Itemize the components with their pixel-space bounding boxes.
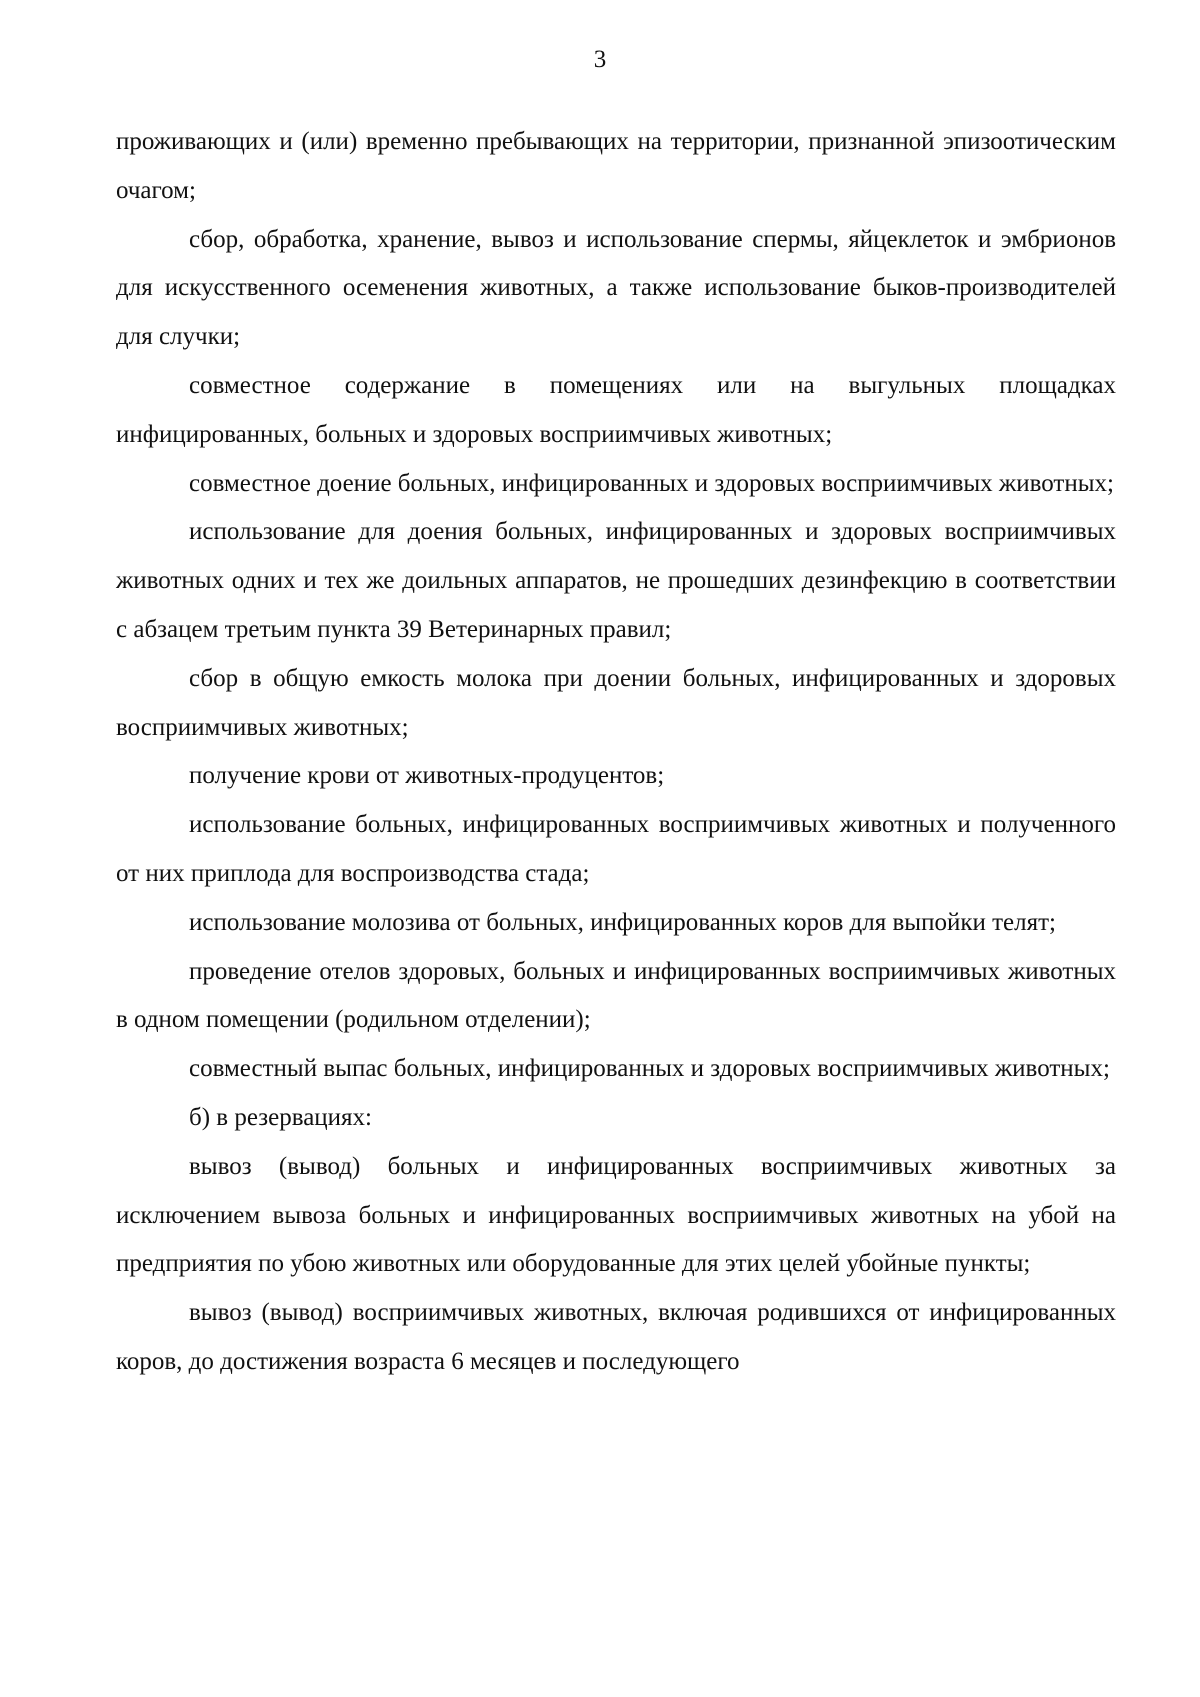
paragraph-continuation: проживающих и (или) временно пребывающих на территории, признанной эпизоотическим очагом;	[116, 128, 1116, 204]
paragraph: сбор, обработка, хранение, вывоз и использование спермы, яйцеклеток и эмбрионов для искусственного осеменения животных, а также использование быков-производителей для случки;	[116, 225, 1116, 351]
paragraph: вывоз (вывод) восприимчивых животных, включая родившихся от инфицированных коров, до достижения возраста 6 месяцев и последующего	[116, 1299, 1116, 1375]
paragraph: совместный выпас больных, инфицированных и здоровых восприимчивых животных;	[189, 1055, 1110, 1083]
paragraph: использование для доения больных, инфицированных и здоровых восприимчивых животных одних и тех же доильных аппаратов, не прошедших дезинфекцию в соответствии с абзацем третьим пункта 39 Ветеринарных правил;	[116, 518, 1116, 643]
subsection-heading: б) в резервациях:	[189, 1103, 372, 1131]
page-number: 3	[593, 46, 607, 73]
paragraph: проведение отелов здоровых, больных и инфицированных восприимчивых животных в одном помещении (родильном отделении);	[116, 957, 1116, 1034]
paragraph: использование молозива от больных, инфицированных коров для выпойки телят;	[189, 908, 1056, 936]
paragraph: совместное содержание в помещениях или на выгульных площадках инфицированных, больных и здоровых восприимчивых животных;	[116, 371, 1116, 448]
paragraph: сбор в общую емкость молока при доении больных, инфицированных и здоровых восприимчивых животных;	[116, 664, 1116, 741]
paragraph: совместное доение больных, инфицированных и здоровых восприимчивых животных;	[189, 469, 1114, 497]
document-body	[116, 118, 1116, 1387]
paragraph: получение крови от животных-продуцентов;	[189, 762, 665, 790]
paragraph: вывоз (вывод) больных и инфицированных восприимчивых животных за исключением вывоза больных и инфицированных восприимчивых животных на убой на предприятия по убою животных или оборудованные для этих целей убойные пункты;	[116, 1152, 1116, 1278]
paragraph: использование больных, инфицированных восприимчивых животных и полученного от них приплода для воспроизводства стада;	[116, 811, 1116, 887]
